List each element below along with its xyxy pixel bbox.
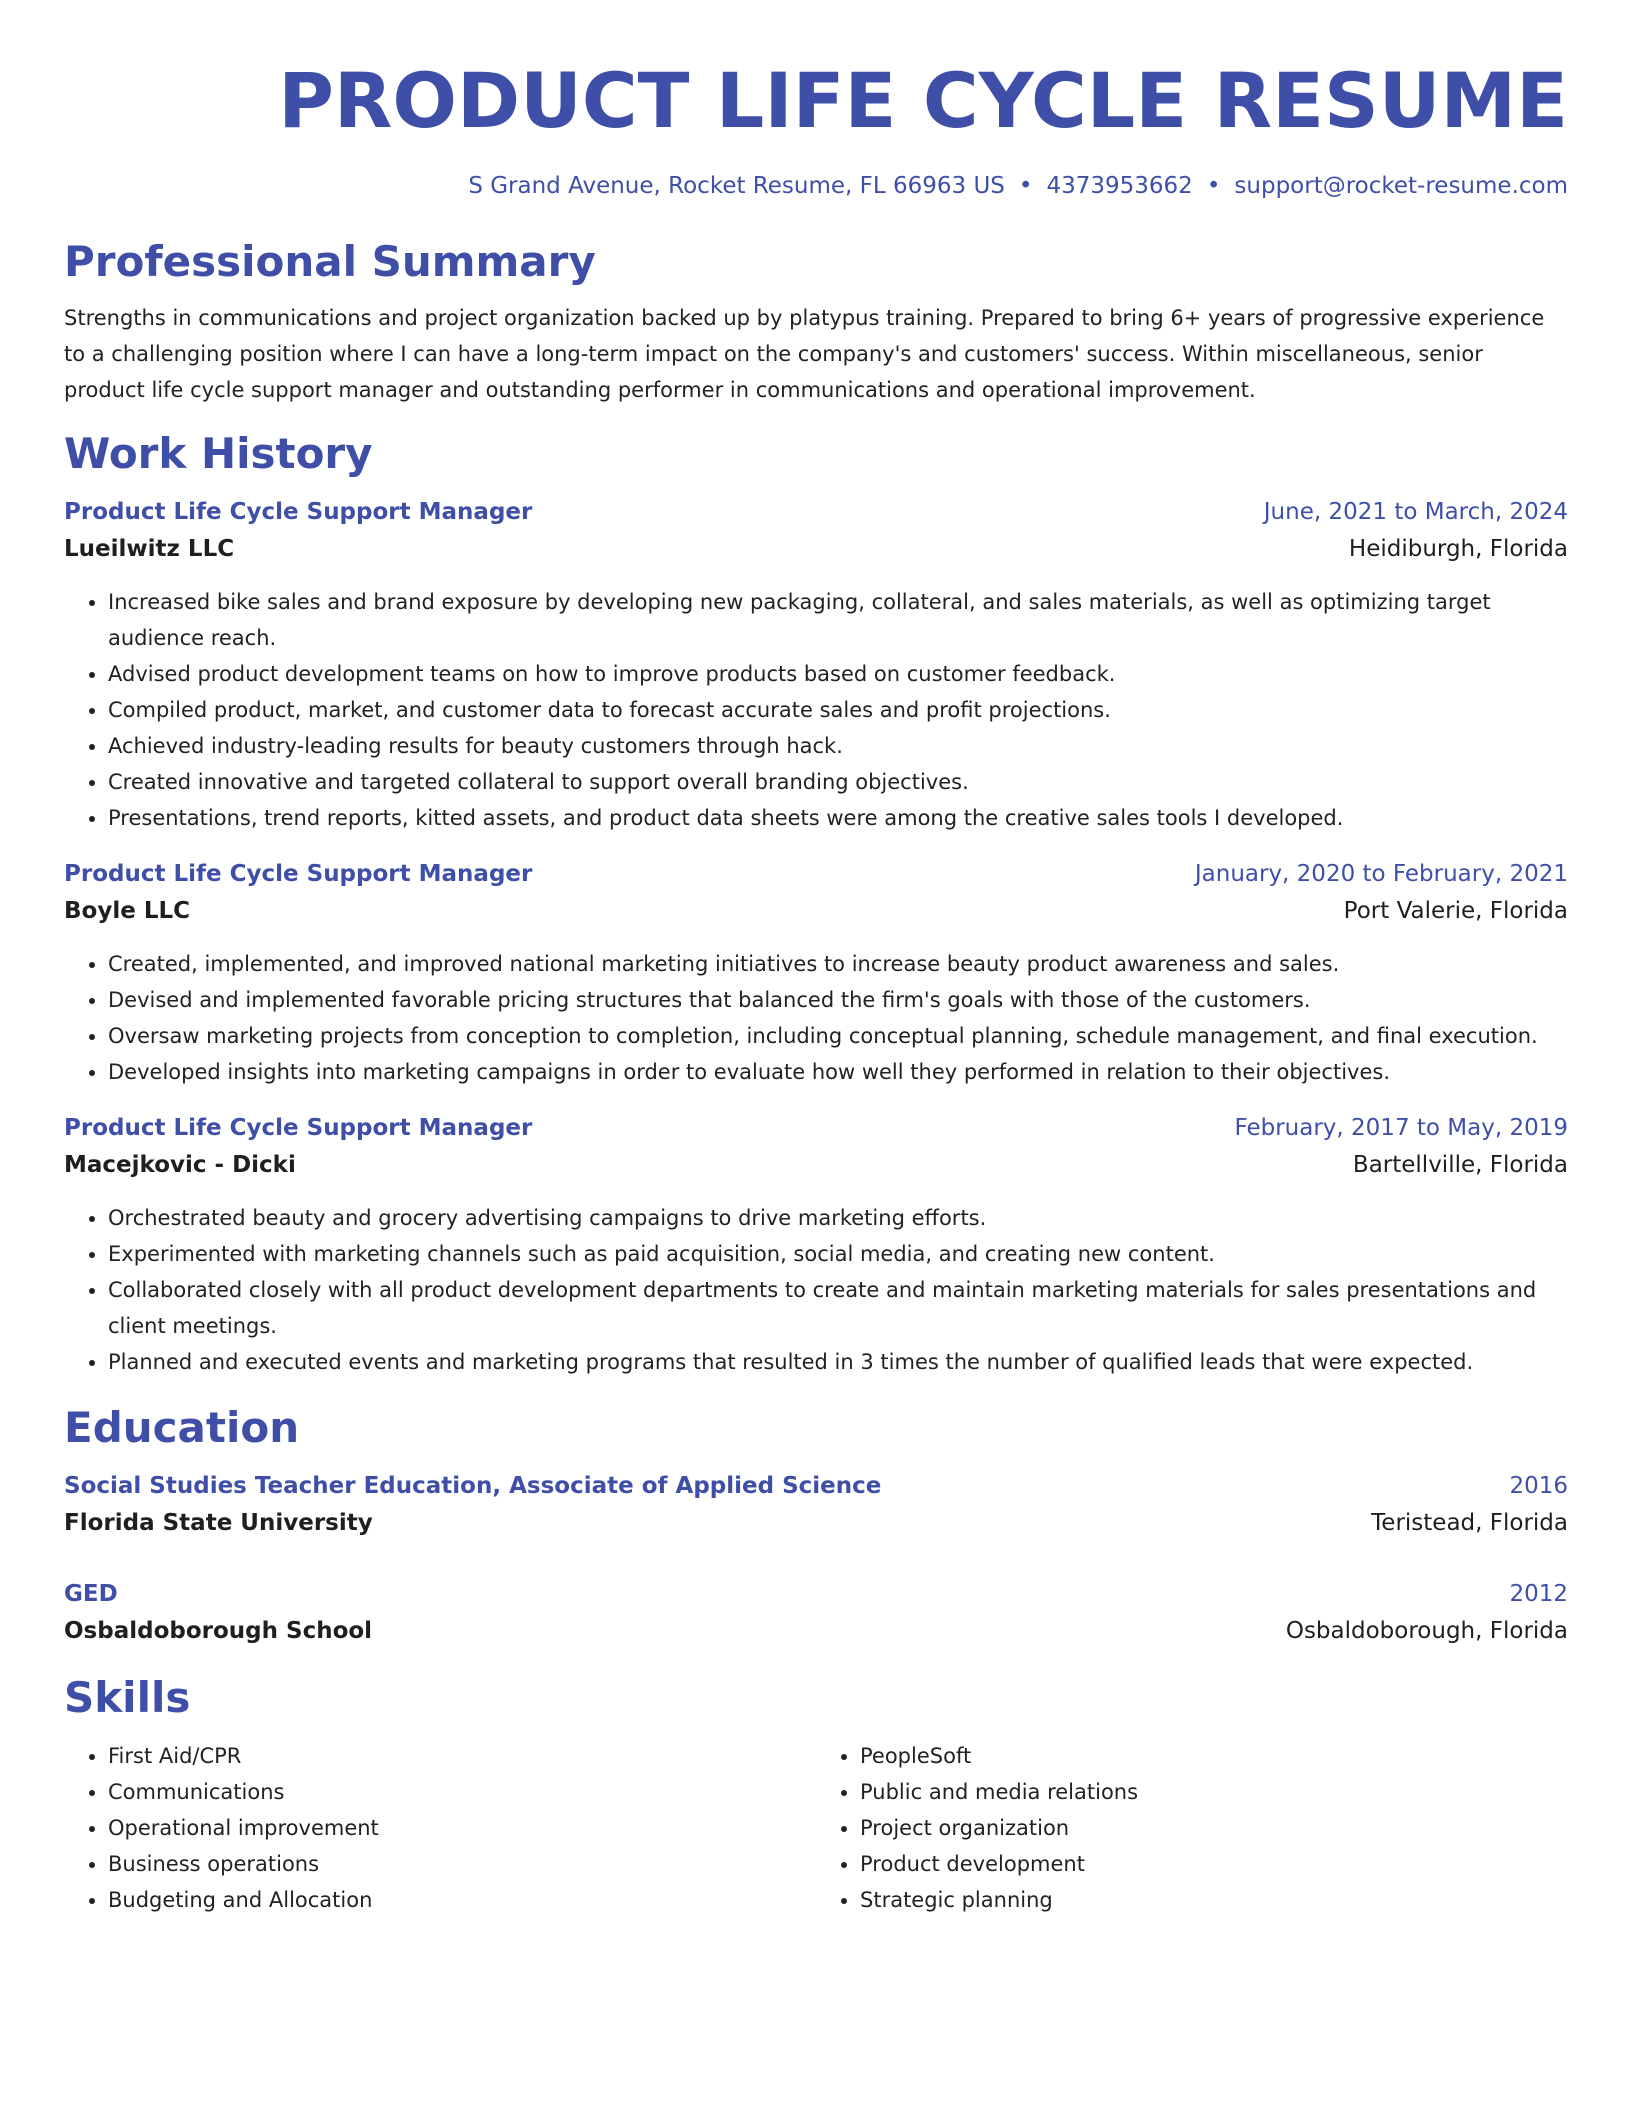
degree-title: Social Studies Teacher Education, Associate of Applied Science xyxy=(64,1473,882,1499)
degree-title: GED xyxy=(64,1581,118,1607)
skill-item: • Public and media relations xyxy=(860,1774,1568,1810)
summary-text: Strengths in communications and project organization backed up by platypus training. Prepared to bring 6+ years of progressive experience to a challenging position where I can have a long-term impact on the company's and customers' success. Within miscellaneous, senior product life cycle support manager and outstanding performer in communications and operational improvement. xyxy=(64,306,1545,402)
school-location: Osbaldoborough, Florida xyxy=(1285,1618,1568,1644)
job-bullet: • Collaborated closely with all product development departments to create and maintain marketing materials for sales presentations and client meetings. xyxy=(108,1272,1568,1344)
job-bullet: • Planned and executed events and marketing programs that resulted in 3 times the number of qualified leads that were expected. xyxy=(108,1344,1568,1380)
school-location: Teristead, Florida xyxy=(1371,1510,1568,1536)
contact-address: S Grand Avenue, Rocket Resume, FL 66963 US xyxy=(468,173,1005,199)
contact-phone: 4373953662 xyxy=(1046,173,1193,199)
job-bullet: • Created innovative and targeted collateral to support overall branding objectives. xyxy=(108,764,1568,800)
school-name: Florida State University xyxy=(64,1510,373,1536)
resume-title: PRODUCT LIFE CYCLE RESUME xyxy=(278,56,1568,145)
job-bullet: • Oversaw marketing projects from conception to completion, including conceptual planning, schedule management, and final execution. xyxy=(108,1018,1568,1054)
job-bullet: • Achieved industry-leading results for beauty customers through hack. xyxy=(108,728,1568,764)
job-location: Heidiburgh, Florida xyxy=(1348,536,1568,562)
job-employer: Lueilwitz LLC xyxy=(64,536,235,562)
job-title: Product Life Cycle Support Manager xyxy=(64,861,533,887)
education-entry xyxy=(64,1468,1568,1542)
job-employer: Boyle LLC xyxy=(64,898,191,924)
job-title: Product Life Cycle Support Manager xyxy=(64,1115,533,1141)
skills-columns xyxy=(64,1738,1568,1918)
skill-item: • Budgeting and Allocation xyxy=(108,1882,816,1918)
job-bullets xyxy=(64,584,1568,836)
skill-item: • Strategic planning xyxy=(860,1882,1568,1918)
skill-item: • Communications xyxy=(108,1774,816,1810)
education-entry xyxy=(64,1576,1568,1650)
job-dates: June, 2021 to March, 2024 xyxy=(1263,499,1568,525)
work-history-section xyxy=(64,428,1568,1380)
contact-line xyxy=(64,170,1568,202)
job-bullet: • Presentations, trend reports, kitted assets, and product data sheets were among the creative sales tools I developed. xyxy=(108,800,1568,836)
skill-item: • Business operations xyxy=(108,1846,816,1882)
job-employer: Macejkovic - Dicki xyxy=(64,1152,296,1178)
skill-item: • PeopleSoft xyxy=(860,1738,1568,1774)
school-name: Osbaldoborough School xyxy=(64,1618,373,1644)
skills-list-left xyxy=(64,1738,816,1918)
job-dates: January, 2020 to February, 2021 xyxy=(1194,861,1568,887)
job-location: Port Valerie, Florida xyxy=(1343,898,1568,924)
job-bullet: • Created, implemented, and improved national marketing initiatives to increase beauty product awareness and sales. xyxy=(108,946,1568,982)
job-bullets xyxy=(64,946,1568,1090)
job-bullets xyxy=(64,1200,1568,1380)
job-title: Product Life Cycle Support Manager xyxy=(64,499,533,525)
job-bullet: • Devised and implemented favorable pricing structures that balanced the firm's goals with those of the customers. xyxy=(108,982,1568,1018)
skills-section xyxy=(64,1672,1568,1918)
contact-email: support@rocket-resume.com xyxy=(1234,173,1568,199)
job-bullet: • Orchestrated beauty and grocery advertising campaigns to drive marketing efforts. xyxy=(108,1200,1568,1236)
summary-heading: Professional Summary xyxy=(64,237,596,286)
job-bullet: • Experimented with marketing channels such as paid acquisition, social media, and creating new content. xyxy=(108,1236,1568,1272)
skill-item: • Operational improvement xyxy=(108,1810,816,1846)
work-history-heading: Work History xyxy=(64,429,373,478)
job-location: Bartellville, Florida xyxy=(1352,1152,1568,1178)
job-entry xyxy=(64,1110,1568,1380)
job-entry xyxy=(64,494,1568,836)
skill-item: • First Aid/CPR xyxy=(108,1738,816,1774)
skills-heading: Skills xyxy=(64,1673,191,1722)
skills-list-right xyxy=(816,1738,1568,1918)
job-bullet: • Compiled product, market, and customer data to forecast accurate sales and profit projections. xyxy=(108,692,1568,728)
degree-year: 2012 xyxy=(1509,1581,1568,1607)
job-dates: February, 2017 to May, 2019 xyxy=(1234,1115,1568,1141)
skill-item: • Project organization xyxy=(860,1810,1568,1846)
degree-year: 2016 xyxy=(1509,1473,1568,1499)
job-bullet: • Developed insights into marketing campaigns in order to evaluate how well they performed in relation to their objectives. xyxy=(108,1054,1568,1090)
contact-separator: • xyxy=(1018,173,1033,199)
job-bullet: • Advised product development teams on how to improve products based on customer feedback. xyxy=(108,656,1568,692)
contact-separator: • xyxy=(1206,173,1221,199)
education-heading: Education xyxy=(64,1403,300,1452)
education-section xyxy=(64,1402,1568,1650)
skill-item: • Product development xyxy=(860,1846,1568,1882)
job-entry xyxy=(64,856,1568,1090)
job-bullet: • Increased bike sales and brand exposure by developing new packaging, collateral, and sales materials, as well as optimizing target audience reach. xyxy=(108,584,1568,656)
summary-section xyxy=(64,236,1568,408)
